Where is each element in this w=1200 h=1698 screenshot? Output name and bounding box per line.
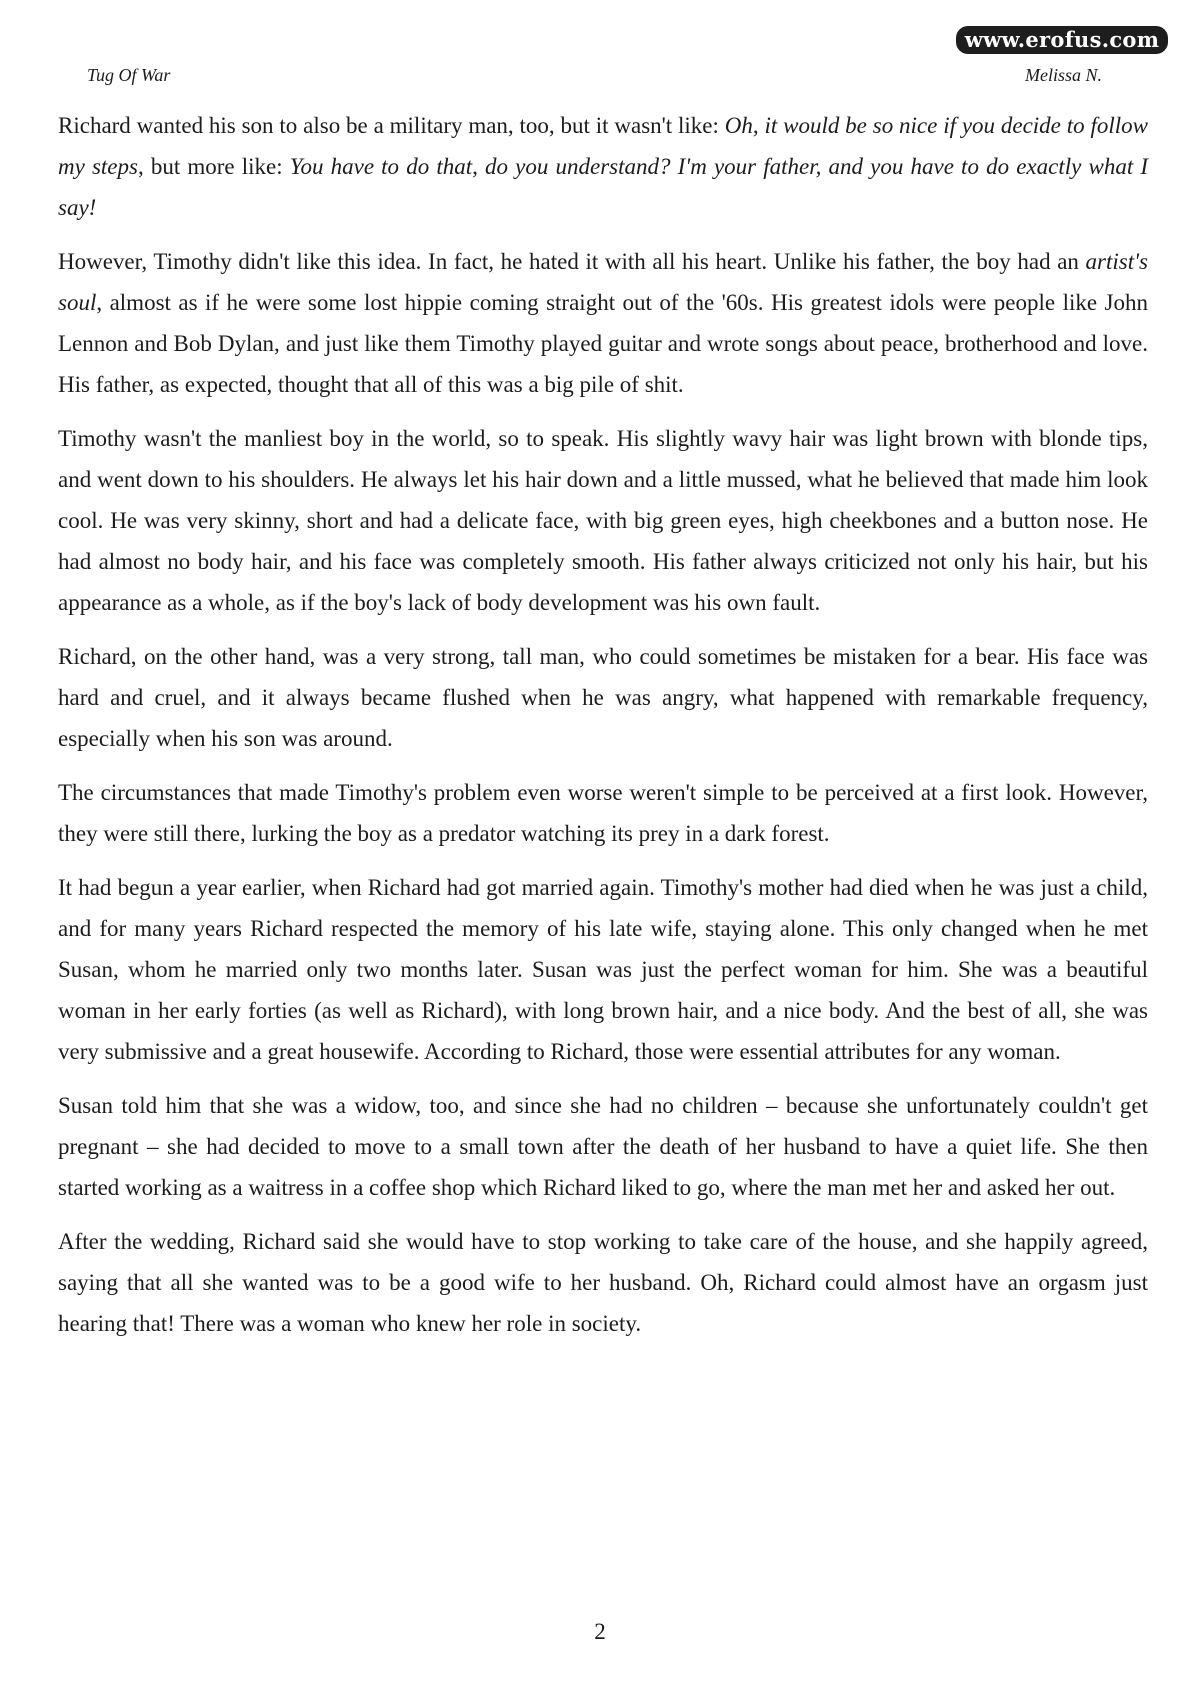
paragraph-2-text-b: , almost as if he were some lost hippie coming straight out of the '60s. His greatest idols were people like John Lennon and Bob Dylan, and just like them Timothy played guitar and wrote songs about peace, brotherhood and love. His father, as expected, thought that all of this was a big pile of shit. (58, 290, 1148, 397)
paragraph-1-italic-b: You have to do that, do you understand? I'm your father, and you have to do exactly what I say! (58, 154, 1149, 220)
paragraph-2-italic: artist's soul (58, 249, 1148, 315)
paragraph-2 (58, 241, 1148, 405)
paragraph-1 (58, 105, 1148, 228)
paragraph-7: Susan told him that she was a widow, too, and since she had no children – because she unfortunately couldn't get pregnant – she had decided to move to a small town after the death of her husband to have a quiet life. She then started working as a waitress in a coffee shop which Richard liked to go, where the man met her and asked her out. (58, 1093, 1148, 1200)
running-header (87, 60, 1102, 90)
paragraph-1-text-a: Richard wanted his son to also be a military man, too, but it wasn't like: (58, 113, 725, 138)
paragraph-1-italic-a: Oh, it would be so nice if you decide to follow my steps (58, 113, 1148, 179)
page-number: 2 (594, 1619, 606, 1644)
book-title: Tug Of War (87, 65, 171, 85)
paragraph-1-text-b: , but more like: (137, 154, 290, 179)
paragraph-5: The circumstances that made Timothy's problem even worse weren't simple to be perceived at a first look. However, they were still there, lurking the boy as a predator watching its prey in a dark forest. (58, 780, 1148, 846)
watermark: www.erofus.com (956, 26, 1168, 54)
paragraph-4: Richard, on the other hand, was a very strong, tall man, who could sometimes be mistaken for a bear. His face was hard and cruel, and it always became flushed when he was angry, what happened with remarkable frequency, especially when his son was around. (58, 644, 1148, 751)
paragraph-2-text-a: However, Timothy didn't like this idea. In fact, he hated it with all his heart. Unlike his father, the boy had an (58, 249, 1086, 274)
paragraph-6: It had begun a year earlier, when Richard had got married again. Timothy's mother had died when he was just a child, and for many years Richard respected the memory of his late wife, staying alone. This only changed when he met Susan, whom he married only two months later. Susan was just the perfect woman for him. She was a beautiful woman in her early forties (as well as Richard), with long brown hair, and a nice body. And the best of all, she was very submissive and a great housewife. According to Richard, those were essential attributes for any woman. (58, 875, 1148, 1064)
paragraph-3: Timothy wasn't the manliest boy in the world, so to speak. His slightly wavy hair was light brown with blonde tips, and went down to his shoulders. He always let his hair down and a little mussed, what he believed that made him look cool. He was very skinny, short and had a delicate face, with big green eyes, high cheekbones and a button nose. He had almost no body hair, and his face was completely smooth. His father always criticized not only his hair, but his appearance as a whole, as if the boy's lack of body development was his own fault. (58, 426, 1148, 615)
page-body (58, 105, 1148, 1357)
author-name: Melissa N. (1024, 65, 1102, 85)
paragraph-8: After the wedding, Richard said she would have to stop working to take care of the house, and she happily agreed, saying that all she wanted was to be a good wife to her husband. Oh, Richard could almost have an orgasm just hearing that! There was a woman who knew her role in society. (58, 1229, 1148, 1336)
